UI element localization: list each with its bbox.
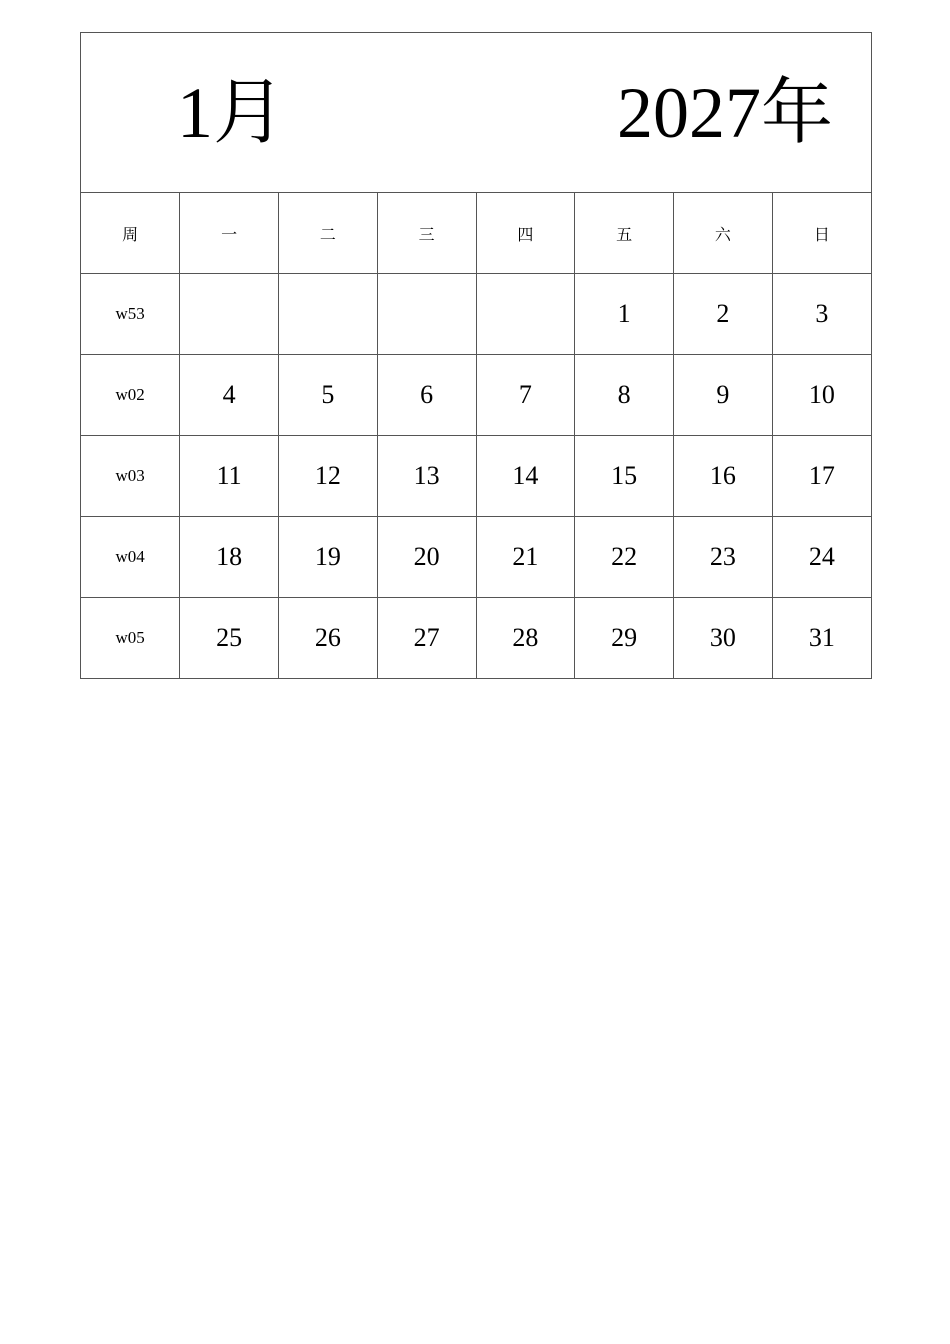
day-cell: 24	[772, 517, 871, 598]
day-cell: 25	[180, 598, 279, 679]
week-row	[81, 355, 871, 436]
day-cell: 19	[279, 517, 378, 598]
day-cell: 12	[279, 436, 378, 517]
day-cell: 5	[279, 355, 378, 436]
calendar-header	[81, 33, 871, 193]
day-cell: 17	[772, 436, 871, 517]
day-cell: 28	[476, 598, 575, 679]
weekday-week-label: 周	[81, 193, 180, 274]
week-number: w03	[81, 436, 180, 517]
calendar-grid	[81, 193, 871, 678]
day-cell	[180, 274, 279, 355]
day-cell: 6	[377, 355, 476, 436]
week-row	[81, 598, 871, 679]
weekday-sun: 日	[772, 193, 871, 274]
day-cell	[279, 274, 378, 355]
day-cell: 27	[377, 598, 476, 679]
weekday-fri: 五	[575, 193, 674, 274]
week-number: w02	[81, 355, 180, 436]
day-cell: 26	[279, 598, 378, 679]
month-title: 1月	[177, 73, 286, 153]
day-cell: 7	[476, 355, 575, 436]
day-cell	[476, 274, 575, 355]
day-cell: 11	[180, 436, 279, 517]
week-number: w05	[81, 598, 180, 679]
day-cell: 30	[674, 598, 773, 679]
day-cell: 18	[180, 517, 279, 598]
day-cell: 3	[772, 274, 871, 355]
year-title: 2027年	[616, 73, 833, 153]
day-cell	[377, 274, 476, 355]
weekday-wed: 三	[377, 193, 476, 274]
day-cell: 10	[772, 355, 871, 436]
weekday-sat: 六	[674, 193, 773, 274]
day-cell: 14	[476, 436, 575, 517]
day-cell: 1	[575, 274, 674, 355]
week-number: w04	[81, 517, 180, 598]
weekday-header-row	[81, 193, 871, 274]
week-number: w53	[81, 274, 180, 355]
weekday-thu: 四	[476, 193, 575, 274]
day-cell: 21	[476, 517, 575, 598]
day-cell: 4	[180, 355, 279, 436]
day-cell: 29	[575, 598, 674, 679]
day-cell: 15	[575, 436, 674, 517]
day-cell: 20	[377, 517, 476, 598]
day-cell: 13	[377, 436, 476, 517]
week-row	[81, 517, 871, 598]
day-cell: 23	[674, 517, 773, 598]
calendar	[80, 32, 872, 679]
day-cell: 8	[575, 355, 674, 436]
day-cell: 2	[674, 274, 773, 355]
weekday-tue: 二	[279, 193, 378, 274]
day-cell: 31	[808, 623, 835, 652]
day-cell: 9	[674, 355, 773, 436]
day-cell: 16	[674, 436, 773, 517]
day-cell: 22	[575, 517, 674, 598]
week-row	[81, 436, 871, 517]
weekday-mon: 一	[180, 193, 279, 274]
week-row	[81, 274, 871, 355]
